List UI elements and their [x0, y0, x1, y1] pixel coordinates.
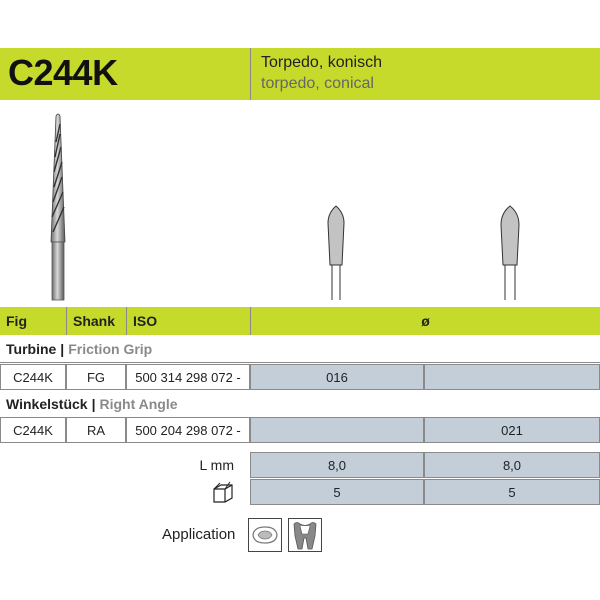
section-right-angle-title: Winkelstück	[6, 395, 88, 412]
pack-value: 5	[250, 479, 424, 505]
tooth-icon	[288, 518, 322, 552]
product-code: C244K	[8, 52, 118, 93]
table-row-size-021	[424, 364, 600, 390]
section-right-angle-subtitle: Right Angle	[99, 395, 178, 412]
table-row-fig: C244K	[0, 364, 66, 390]
table-row-size-016: 016	[250, 364, 424, 390]
table-row-iso: 500 314 298 072 -	[126, 364, 250, 390]
section-separator: |	[91, 395, 96, 412]
length-value: 8,0	[250, 452, 424, 478]
section-turbine-subtitle: Friction Grip	[68, 341, 153, 357]
header-shank: Shank	[66, 307, 126, 335]
length-label: L mm	[199, 457, 234, 473]
bur-photo	[38, 112, 78, 302]
pack-value: 5	[424, 479, 600, 505]
header-fig: Fig	[6, 313, 27, 329]
section-right-angle	[0, 391, 600, 416]
product-name-de: Torpedo, konisch	[261, 54, 382, 71]
table-row-shank: RA	[66, 417, 126, 443]
table-row-shank: FG	[66, 364, 126, 390]
section-turbine	[0, 336, 600, 362]
table-row-fig: C244K	[0, 417, 66, 443]
section-line	[0, 362, 600, 363]
package-icon	[211, 480, 235, 504]
bur-drawing-021	[496, 205, 524, 301]
table-row-size-016	[250, 417, 424, 443]
product-name-en: torpedo, conical	[261, 75, 374, 92]
cavity-icon	[248, 518, 282, 552]
bur-drawing-016	[324, 205, 348, 301]
table-row-size-021: 021	[424, 417, 600, 443]
table-row-iso: 500 204 298 072 -	[126, 417, 250, 443]
section-turbine-title: Turbine	[6, 341, 57, 357]
application-label: Application	[162, 526, 236, 543]
header-divider	[250, 48, 251, 100]
section-separator: |	[60, 341, 65, 357]
length-value: 8,0	[424, 452, 600, 478]
header-diameter: ø	[250, 307, 600, 335]
header-iso: ISO	[126, 307, 250, 335]
